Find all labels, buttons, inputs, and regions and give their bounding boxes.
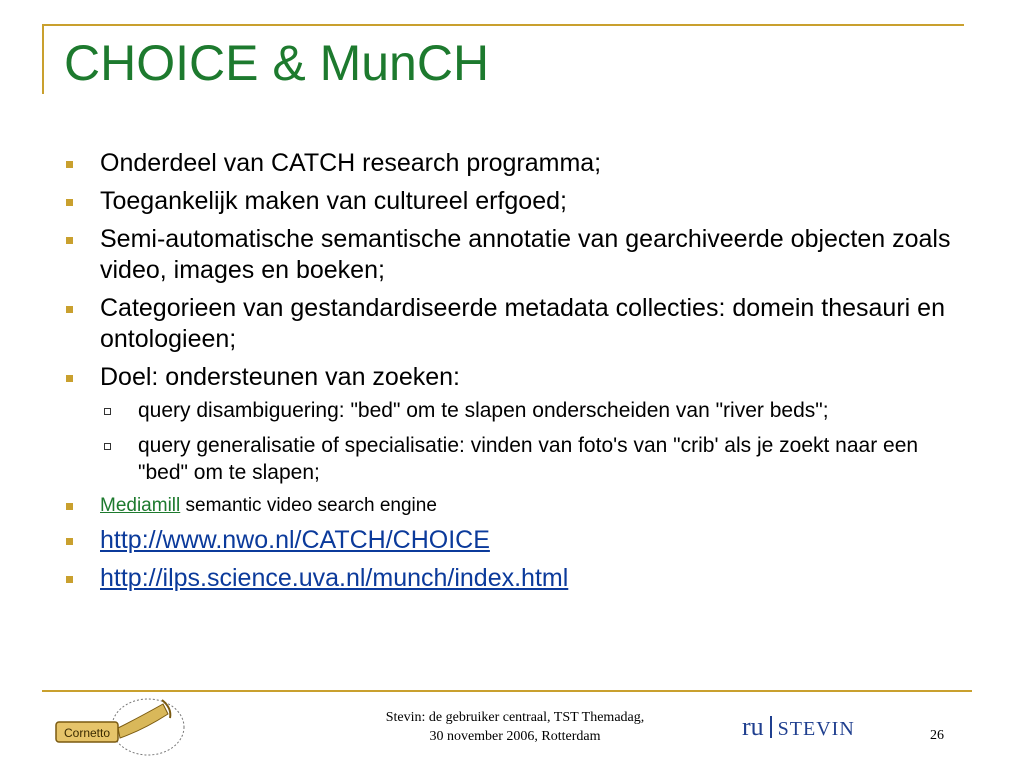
ru-mark: ru — [742, 712, 764, 741]
bullet-text: Onderdeel van CATCH research programma; — [100, 149, 602, 177]
footer-line-1: Stevin: de gebruiker centraal, TST Themadag, — [385, 710, 645, 725]
ru-stevin-logo — [742, 712, 855, 742]
bullet-item — [60, 362, 970, 393]
bullet-text: Categorieen van gestandardiseerde metadata collecties: domein thesauri en ontologieen; — [100, 294, 945, 353]
square-bullet-icon — [66, 375, 73, 382]
cornetto-logo-label: Cornetto — [63, 726, 111, 740]
bullet-item — [60, 494, 970, 518]
mediamill-link[interactable]: Mediamill — [100, 495, 181, 516]
choice-url-link[interactable]: http://www.nwo.nl/CATCH/CHOICE — [100, 526, 490, 554]
square-bullet-icon — [66, 538, 73, 545]
bullet-item — [60, 293, 970, 355]
bullet-item — [60, 148, 970, 179]
footer-caption — [300, 708, 730, 746]
square-bullet-icon — [66, 576, 73, 583]
logo-divider — [770, 716, 772, 738]
page-number: 26 — [930, 728, 944, 743]
munch-url-link[interactable]: http://ilps.science.uva.nl/munch/index.html — [100, 564, 569, 592]
bullet-text: Toegankelijk maken van cultureel erfgoed; — [100, 187, 567, 215]
square-bullet-icon — [66, 237, 73, 244]
bullet-item — [60, 224, 970, 286]
bullet-text: Doel: ondersteunen van zoeken: — [100, 363, 460, 391]
cornetto-logo — [48, 694, 198, 764]
hollow-square-bullet-icon — [104, 408, 111, 415]
square-bullet-icon — [66, 306, 73, 313]
hollow-square-bullet-icon — [104, 443, 111, 450]
bullet-item — [60, 563, 970, 594]
left-rule — [42, 24, 44, 94]
bullet-text: semantic video search engine — [180, 495, 437, 516]
bullet-list — [60, 148, 970, 601]
sub-bullet-item — [60, 432, 970, 486]
square-bullet-icon — [66, 503, 73, 510]
footer-line-2: 30 november 2006, Rotterdam — [429, 729, 601, 744]
bullet-text: Semi-automatische semantische annotatie van gearchiveerde objecten zoals video, images en boeken; — [100, 225, 951, 284]
sub-bullet-item — [60, 397, 970, 424]
bullet-item — [60, 186, 970, 217]
bullet-item — [60, 525, 970, 556]
square-bullet-icon — [66, 199, 73, 206]
sub-bullet-text: query disambiguering: "bed" om te slapen onderscheiden van "river beds"; — [138, 399, 829, 422]
sub-bullet-text: query generalisatie of specialisatie: vinden van foto's van "crib' als je zoekt naar een "bed" om te slapen; — [138, 434, 919, 484]
stevin-wordmark: STEVIN — [777, 718, 855, 740]
square-bullet-icon — [66, 161, 73, 168]
top-rule — [42, 24, 964, 26]
bottom-rule — [42, 690, 972, 692]
slide-title: CHOICE & MunCH — [64, 35, 490, 91]
